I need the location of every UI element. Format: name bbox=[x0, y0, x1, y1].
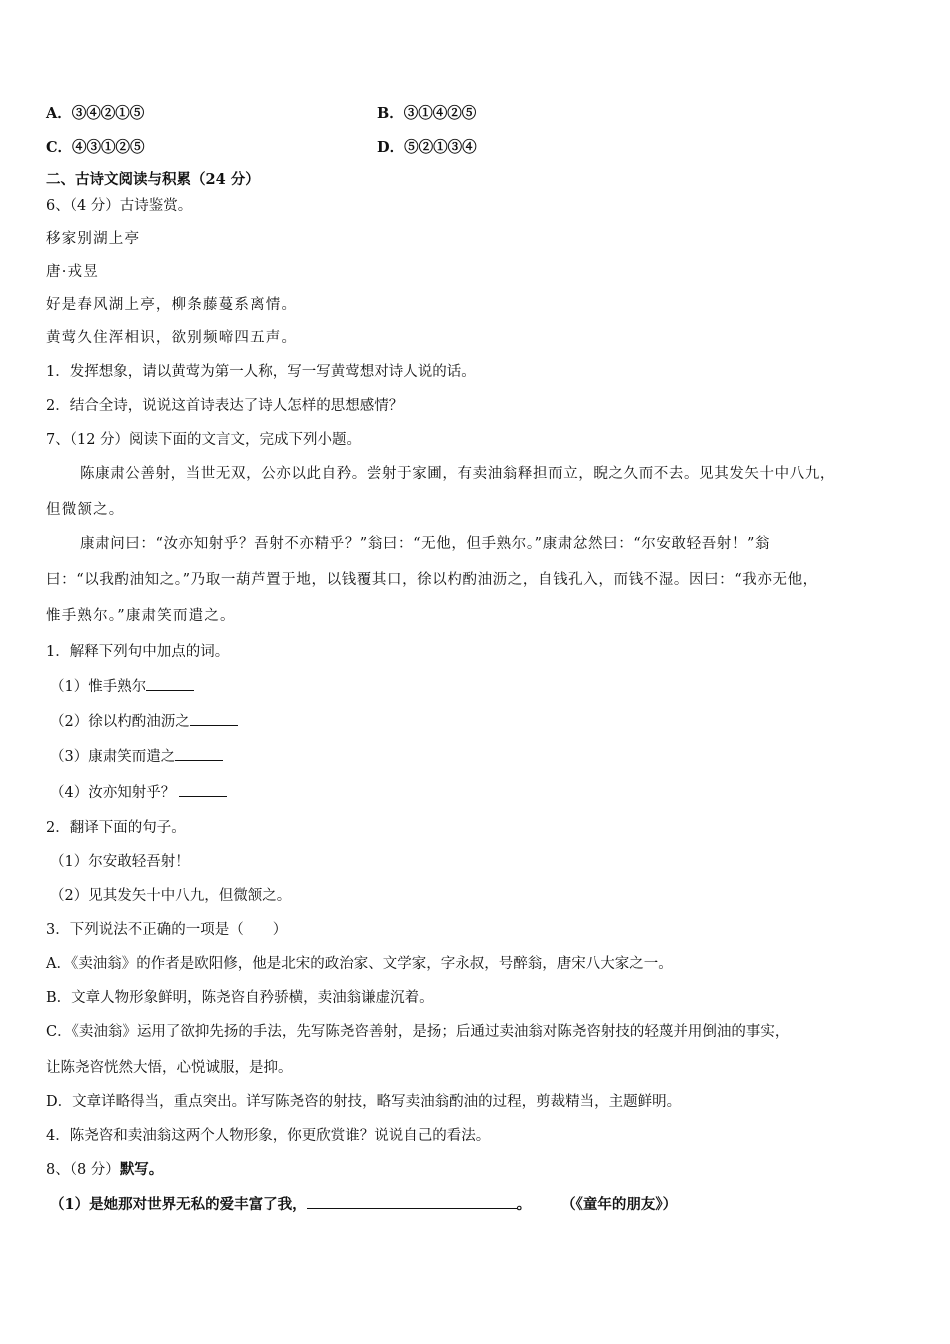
q8-header-prefix: 8、（8 分） bbox=[46, 1162, 120, 1178]
passage-line: 曰：“以我酌油知之。”乃取一葫芦置于地，以钱覆其口，徐以杓酌油沥之，自钱孔入，而钱不湿。因曰：“我亦无他， bbox=[46, 572, 818, 588]
q8-header-bold: 默写。 bbox=[119, 1161, 164, 1178]
answer-blank[interactable] bbox=[190, 711, 238, 726]
option-letter: C． bbox=[46, 139, 73, 156]
option-b bbox=[377, 102, 476, 123]
poem-line: 好是春风湖上亭，柳条藤蔓系离情。 bbox=[46, 297, 298, 313]
poem-author: 唐·戎昱 bbox=[46, 264, 99, 280]
answer-blank[interactable] bbox=[307, 1194, 517, 1209]
item-source: （《童年的朋友》） bbox=[561, 1196, 678, 1213]
q7-fill-item bbox=[50, 782, 227, 803]
q7-header: 7、（12 分）阅读下面的文言文，完成下列小题。 bbox=[46, 432, 362, 448]
option-text: ⑤②①③④ bbox=[404, 139, 477, 156]
option-letter: B． bbox=[377, 105, 404, 122]
option-text: ③①④②⑤ bbox=[403, 105, 477, 122]
option-letter: D． bbox=[377, 139, 405, 156]
q7-translate-item: （1）尔安敢轻吾射！ bbox=[50, 854, 190, 870]
q7-translate-item: （2）见其发矢十中八九，但微颔之。 bbox=[50, 888, 292, 904]
poem-title: 移家别湖上亭 bbox=[46, 231, 141, 247]
q8-header bbox=[46, 1160, 163, 1180]
q7-sub-title: 2．翻译下面的句子。 bbox=[46, 820, 186, 836]
q8-item bbox=[50, 1194, 677, 1215]
q6-header: 6、（4 分）古诗鉴赏。 bbox=[46, 198, 193, 214]
q7-fill-item bbox=[50, 676, 194, 697]
item-text: （1）是她那对世界无私的爱丰富了我， bbox=[50, 1196, 307, 1213]
q7-fill-item bbox=[50, 746, 223, 767]
q7-fill-item bbox=[50, 711, 238, 732]
option-c bbox=[46, 136, 145, 157]
q6-sub-question: 2．结合全诗，说说这首诗表达了诗人怎样的思想感情？ bbox=[46, 398, 404, 414]
poem-line: 黄莺久住浑相识，欲别频啼四五声。 bbox=[46, 330, 298, 346]
item-text: （3）康肃笑而遣之 bbox=[50, 749, 176, 765]
answer-blank[interactable] bbox=[175, 746, 223, 761]
option-a bbox=[46, 102, 144, 123]
answer-blank[interactable] bbox=[179, 782, 227, 797]
item-end: 。 bbox=[516, 1196, 532, 1213]
option-d bbox=[377, 136, 477, 157]
option-letter: A． bbox=[46, 105, 72, 122]
passage-line: 惟手熟尔。”康肃笑而遣之。 bbox=[46, 608, 236, 624]
option-text: ④③①②⑤ bbox=[72, 139, 145, 156]
choice-c: C．《卖油翁》运用了欲抑先扬的手法，先写陈尧咨善射，是扬；后通过卖油翁对陈尧咨射技的轻蔑并用倒油的事实， bbox=[46, 1024, 790, 1040]
item-text: （1）惟手熟尔 bbox=[50, 679, 147, 695]
passage-line: 康肃问曰：“汝亦知射乎？吾射不亦精乎？”翁曰：“无他，但手熟尔。”康肃忿然曰：“尔安敢轻吾射！”翁 bbox=[80, 536, 771, 552]
passage-line: 但微颔之。 bbox=[46, 502, 125, 518]
choice-d: D．文章详略得当，重点突出。详写陈尧咨的射技，略写卖油翁酌油的过程，剪裁精当，主题鲜明。 bbox=[46, 1094, 682, 1110]
section-title: 二、古诗文阅读与积累（24 分） bbox=[46, 171, 260, 188]
passage-line: 陈康肃公善射，当世无双，公亦以此自矜。尝射于家圃，有卖油翁释担而立，睨之久而不去。见其发矢十中八九， bbox=[80, 466, 835, 482]
item-text: （4）汝亦知射乎？ bbox=[50, 785, 176, 801]
q7-sub-question: 4．陈尧咨和卖油翁这两个人物形象，你更欣赏谁？说说自己的看法。 bbox=[46, 1128, 491, 1144]
q7-sub-title: 3．下列说法不正确的一项是（ ） bbox=[46, 922, 288, 938]
choice-c-cont: 让陈尧咨恍然大悟，心悦诚服，是抑。 bbox=[46, 1060, 293, 1076]
choice-a: A．《卖油翁》的作者是欧阳修，他是北宋的政治家、文学家，字永叔，号醉翁，唐宋八大家之一。 bbox=[46, 956, 673, 972]
item-text: （2）徐以杓酌油沥之 bbox=[50, 714, 190, 730]
q6-sub-question: 1．发挥想象，请以黄莺为第一人称，写一写黄莺想对诗人说的话。 bbox=[46, 364, 476, 380]
choice-b: B．文章人物形象鲜明，陈尧咨自矜骄横，卖油翁谦虚沉着。 bbox=[46, 990, 434, 1006]
option-text: ③④②①⑤ bbox=[71, 105, 145, 122]
answer-blank[interactable] bbox=[146, 676, 194, 691]
q7-sub-title: 1．解释下列句中加点的词。 bbox=[46, 644, 230, 660]
